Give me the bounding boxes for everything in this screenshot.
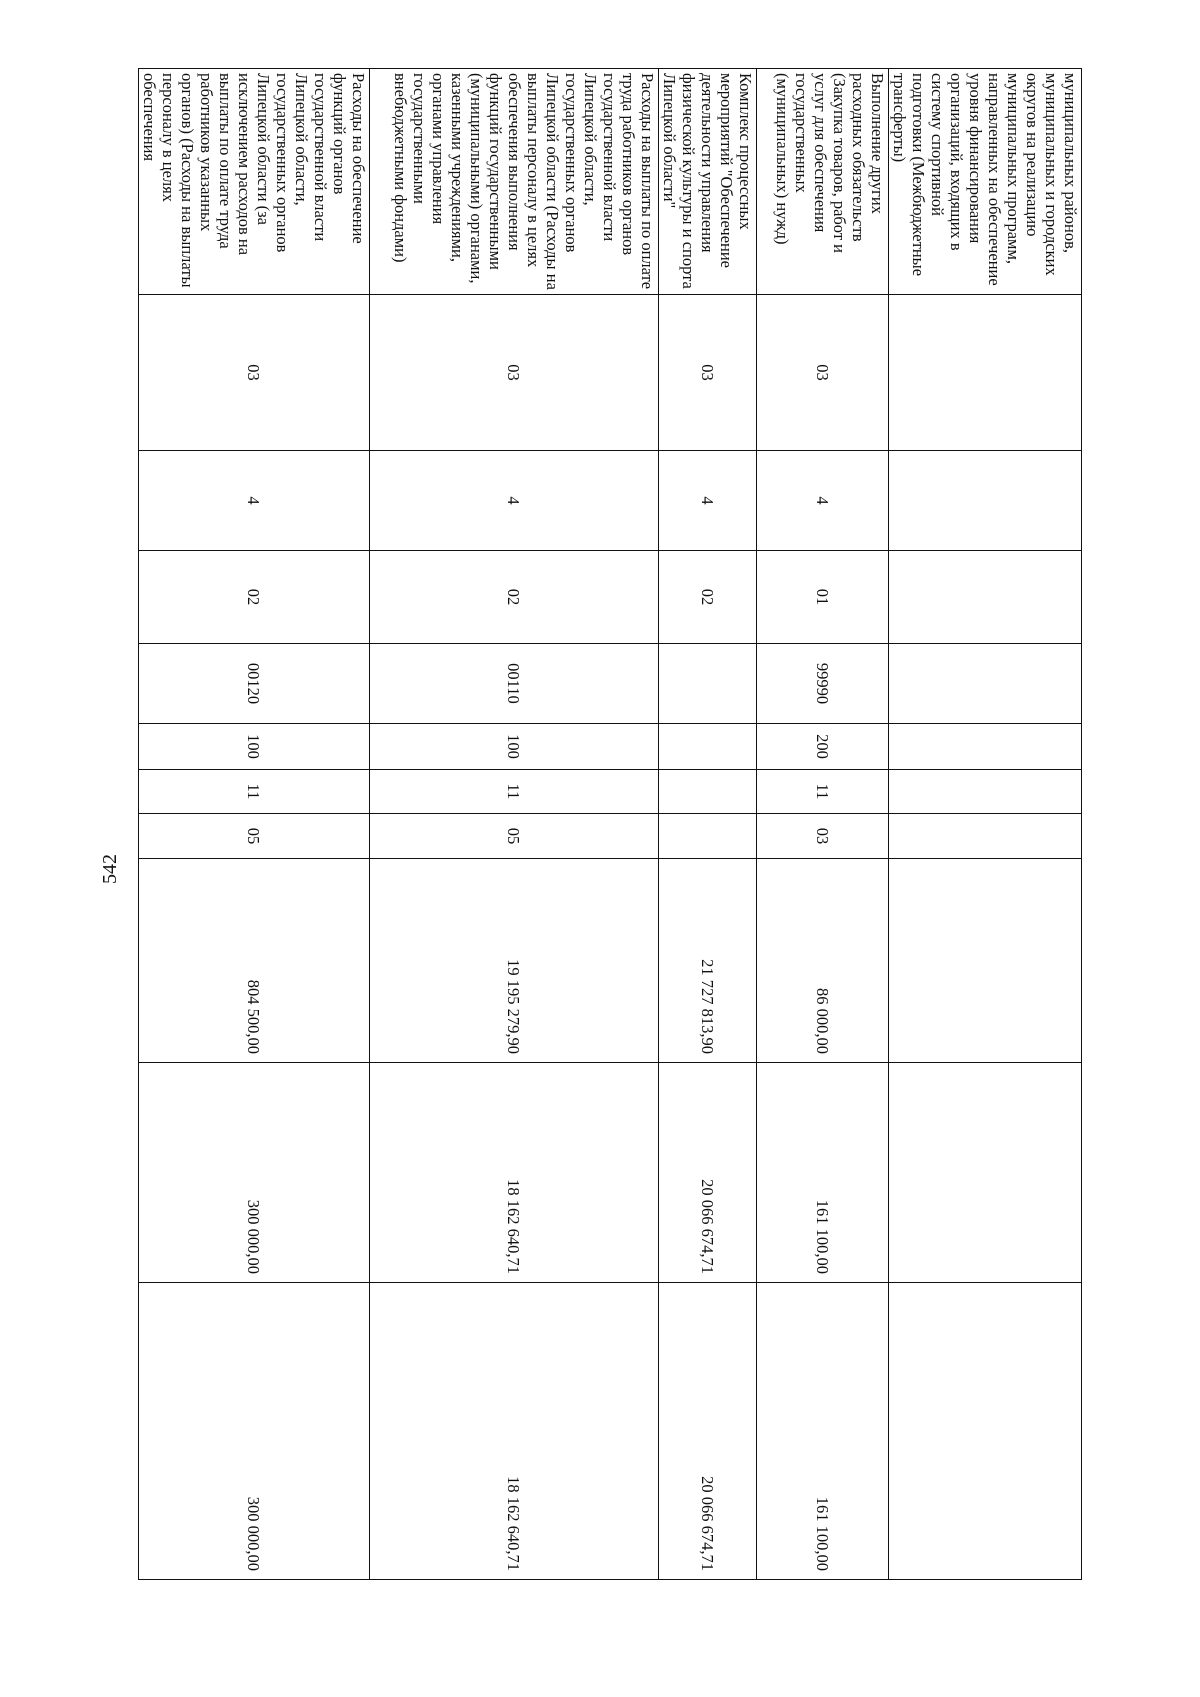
code-program: 4 [370, 451, 659, 551]
code-section: 03 [659, 295, 757, 451]
code-division [659, 770, 757, 814]
code-program [889, 451, 1082, 551]
row-name: муниципальных районов, муниципальных и городских округов на реализацию муниципальных программ, направленных на обеспечение уровня финансирования организаций, входящих в систему спортивной подготовки (Межбюджетные трансферты) [889, 69, 1082, 295]
amount-year-2 [889, 1063, 1082, 1283]
code-subdivision [889, 814, 1082, 859]
amount-year-1: 19 195 279,90 [370, 859, 659, 1063]
table-row [889, 69, 1082, 1580]
amount-year-2: 18 162 640,71 [370, 1063, 659, 1283]
code-expense-type [889, 724, 1082, 770]
amount-year-3: 18 162 640,71 [370, 1283, 659, 1580]
row-name: Расходы на обеспечение функций органов государственной власти Липецкой области, государственных органов Липецкой области (за исключением расходов на выплаты по оплате труда работников указанных органов) (Расходы на выплаты персоналу в целях обеспечения [139, 69, 370, 295]
code-subdivision: 03 [757, 814, 889, 859]
rotated-page-content [138, 68, 1082, 1580]
row-name: Выполнение других расходных обязательств (Закупка товаров, работ и услуг для обеспечения государственных (муниципальных) нужд) [757, 69, 889, 295]
code-expense-type: 200 [757, 724, 889, 770]
amount-year-1 [889, 859, 1082, 1063]
row-name: Комплекс процессных мероприятий "Обеспечение деятельности управления физической культуры и спорта Липецкой области" [659, 69, 757, 295]
code-expense-type [659, 724, 757, 770]
code-section: 03 [757, 295, 889, 451]
amount-year-3 [889, 1283, 1082, 1580]
code-subprogram: 02 [370, 551, 659, 644]
code-direction: 00120 [139, 644, 370, 724]
amount-year-3: 300 000,00 [139, 1283, 370, 1580]
code-program: 4 [139, 451, 370, 551]
table-row [139, 69, 370, 1580]
code-direction: 00110 [370, 644, 659, 724]
amount-year-3: 161 100,00 [757, 1283, 889, 1580]
code-section: 03 [139, 295, 370, 451]
code-subprogram [889, 551, 1082, 644]
code-subdivision: 05 [370, 814, 659, 859]
code-division [889, 770, 1082, 814]
amount-year-1: 804 500,00 [139, 859, 370, 1063]
amount-year-2: 161 100,00 [757, 1063, 889, 1283]
code-division: 11 [139, 770, 370, 814]
table-row [659, 69, 757, 1580]
code-expense-type: 100 [139, 724, 370, 770]
code-subdivision [659, 814, 757, 859]
code-division: 11 [370, 770, 659, 814]
code-program: 4 [659, 451, 757, 551]
page-number: 542 [99, 854, 121, 884]
code-section: 03 [370, 295, 659, 451]
budget-table [138, 68, 1082, 1580]
row-name: Расходы на выплаты по оплате труда работников органов государственной власти Липецкой области, государственных органов Липецкой области (Расходы на выплаты персоналу в целях обеспечения выполнения функций государственными (муниципальными) органами, казенными учреждениями, органами управления государственными внебюджетными фондами) [370, 69, 659, 295]
table-row [757, 69, 889, 1580]
table-row [370, 69, 659, 1580]
amount-year-1: 21 727 813,90 [659, 859, 757, 1063]
code-division: 11 [757, 770, 889, 814]
code-subprogram: 02 [139, 551, 370, 644]
code-direction [889, 644, 1082, 724]
code-subprogram: 01 [757, 551, 889, 644]
code-expense-type: 100 [370, 724, 659, 770]
amount-year-1: 86 000,00 [757, 859, 889, 1063]
code-subdivision: 05 [139, 814, 370, 859]
code-program: 4 [757, 451, 889, 551]
amount-year-2: 20 066 674,71 [659, 1063, 757, 1283]
amount-year-3: 20 066 674,71 [659, 1283, 757, 1580]
code-subprogram: 02 [659, 551, 757, 644]
amount-year-2: 300 000,00 [139, 1063, 370, 1283]
code-section [889, 295, 1082, 451]
code-direction: 99990 [757, 644, 889, 724]
code-direction [659, 644, 757, 724]
